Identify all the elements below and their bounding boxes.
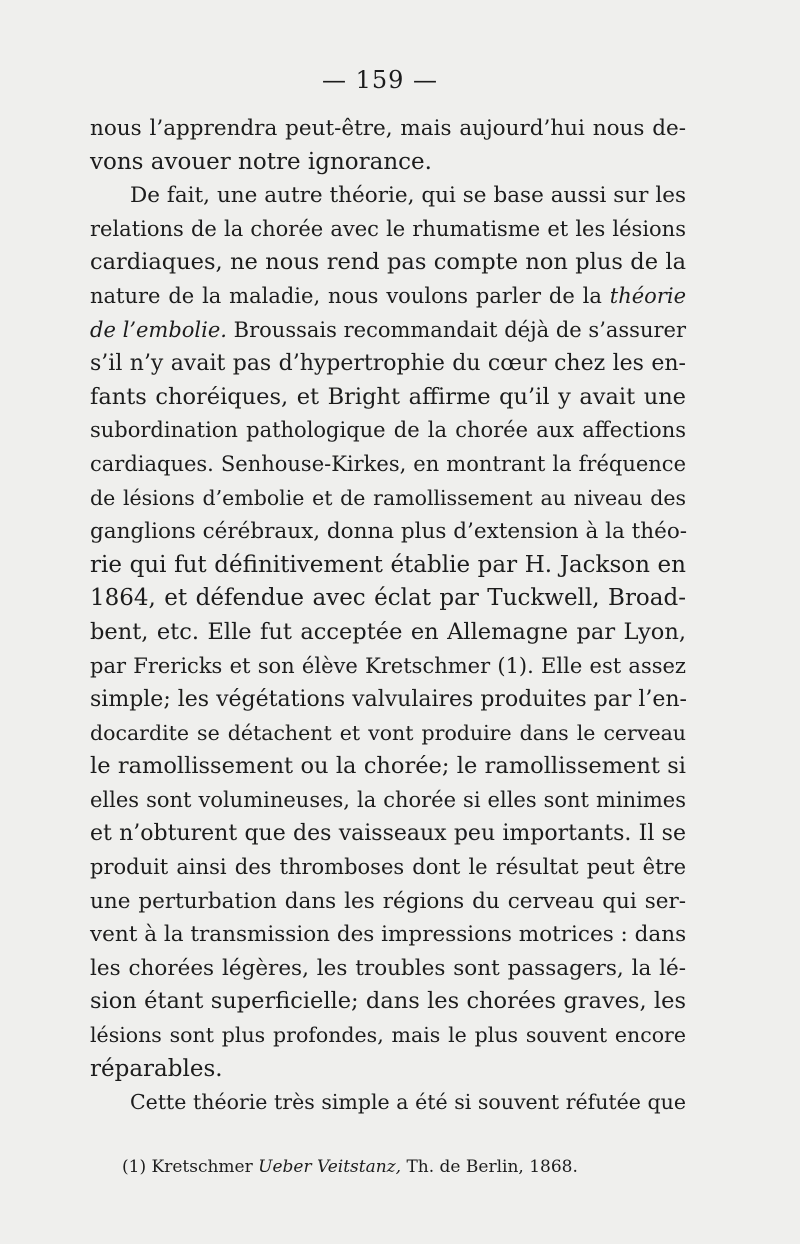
text-line: subordination pathologique de la chorée aux affections xyxy=(90,418,686,443)
text-line: le ramollissement ou la chorée; le ramollissement si xyxy=(90,753,686,780)
text-line: vent à la transmission des impressions motrices : dans xyxy=(90,922,687,948)
text-line: nous l’apprendra peut-être, mais aujourd’hui nous de- xyxy=(90,116,686,141)
text-line: produit ainsi des thromboses dont le résultat peut être xyxy=(90,855,686,880)
text-line: bent, etc. Elle fut acceptée en Allemagne par Lyon, xyxy=(90,618,686,645)
text-line: par Frericks et son élève Kretschmer (1). Elle est assez xyxy=(90,653,686,678)
text-line: réparables. xyxy=(90,1055,223,1082)
text-line: Cette théorie très simple a été si souvent réfutée que xyxy=(130,1090,686,1115)
text-line: relations de la chorée avec le rhumatisme et les lésions xyxy=(90,216,686,241)
text-line: docardite se détachent et vont produire dans le cerveau xyxy=(90,720,686,745)
text-line: simple; les végétations valvulaires produites par l’en- xyxy=(90,687,687,713)
page-number: — 159 — xyxy=(321,66,439,94)
text-line: De fait, une autre théorie, qui se base aussi sur les xyxy=(130,183,686,209)
body-text xyxy=(90,112,686,1120)
text-line: les chorées légères, les troubles sont passagers, la lé- xyxy=(90,955,686,981)
text-line: cardiaques. Senhouse-Kirkes, en montrant la fréquence xyxy=(90,451,686,476)
text-line xyxy=(90,280,686,314)
footnote-marker: (1) xyxy=(122,1157,147,1177)
italic-term: de l’embolie. xyxy=(90,317,227,342)
text-line: fants choréiques, et Bright affirme qu’il y avait une xyxy=(90,383,686,410)
footnote-author: Kretschmer xyxy=(151,1157,253,1177)
text-line: elles sont volumineuses, la chorée si elles sont minimes xyxy=(90,787,686,812)
footnote xyxy=(122,1155,682,1179)
text-line: s’il n’y avait pas d’hypertrophie du cœur chez les en- xyxy=(90,351,686,377)
text-line: une perturbation dans les régions du cerveau qui ser- xyxy=(90,888,686,914)
text-segment: Broussais recommandait déjà de s’assurer xyxy=(226,317,686,342)
text-line: sion étant superficielle; dans les chorées graves, les xyxy=(90,988,686,1015)
footnote-title: Ueber Veitstanz, xyxy=(258,1157,402,1177)
text-line: 1864, et défendue avec éclat par Tuckwell, Broad- xyxy=(90,585,686,612)
text-line: de lésions d’embolie et de ramollissement au niveau des xyxy=(90,485,686,510)
text-line: lésions sont plus profondes, mais le plus souvent encore xyxy=(90,1023,686,1048)
text-line: ganglions cérébraux, donna plus d’extension à la théo- xyxy=(90,519,688,545)
footnote-rest: Th. de Berlin, 1868. xyxy=(406,1157,578,1177)
italic-term: théorie xyxy=(609,283,686,308)
text-line: et n’obturent que des vaisseaux peu importants. Il se xyxy=(90,821,686,847)
text-segment: nature de la maladie, nous voulons parler de la xyxy=(90,283,610,308)
text-line: rie qui fut définitivement établie par H. Jackson en xyxy=(90,551,686,578)
text-line: cardiaques, ne nous rend pas compte non plus de la xyxy=(90,249,686,276)
text-line: vons avouer notre ignorance. xyxy=(90,148,432,175)
text-line xyxy=(90,314,686,348)
